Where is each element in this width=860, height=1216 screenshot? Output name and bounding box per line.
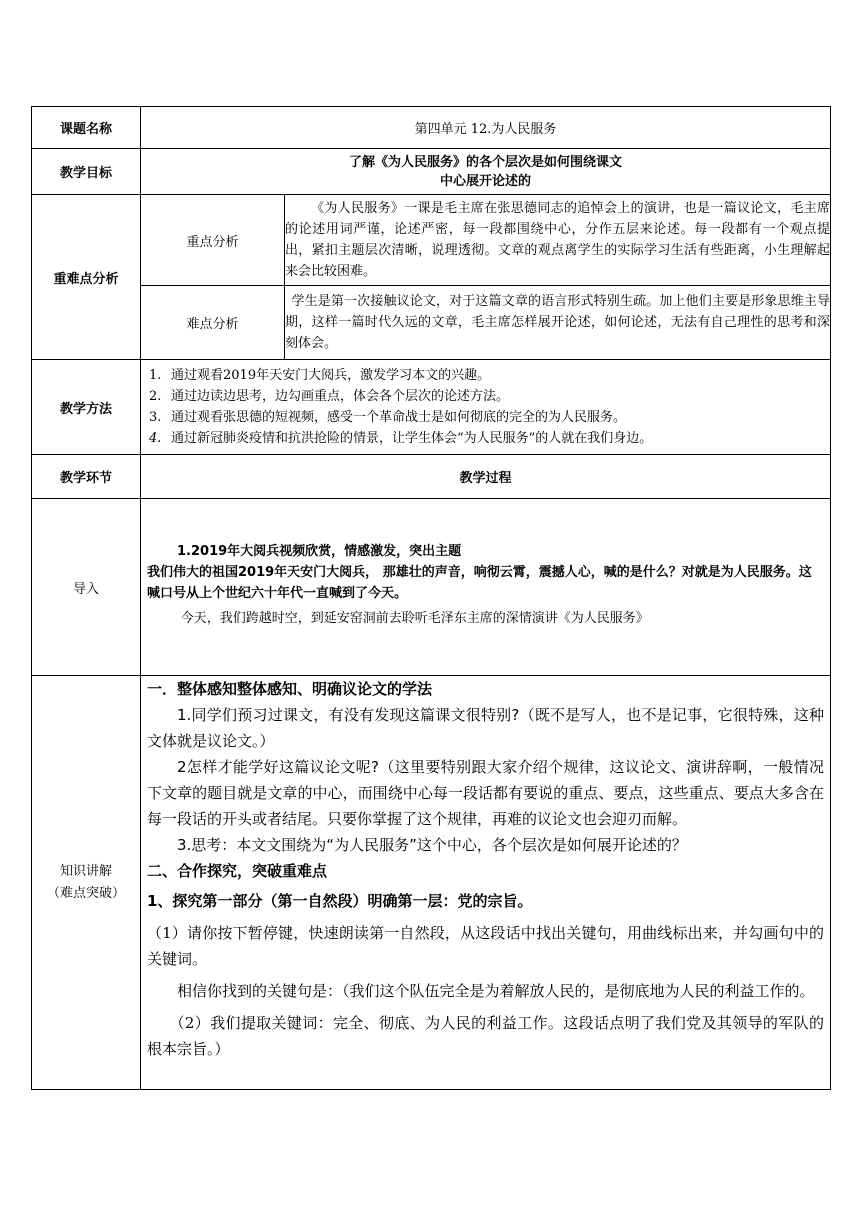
methods-row (32, 360, 831, 455)
knowledge-row (32, 676, 831, 1090)
process-stage-label: 教学环节 (32, 455, 141, 499)
intro-heading: 1.2019年大阅兵视频欣赏，情感激发，突出主题 (177, 544, 462, 559)
knowledge-para-6: （2）我们提取关键词：完全、彻底、为人民的利益工作。这段话点明了我们党及其领导的军队的根本宗旨。） (147, 1014, 824, 1058)
knowledge-content (141, 676, 831, 1090)
knowledge-label (32, 676, 141, 1090)
knowledge-label-line-1: 知识讲解 (59, 863, 112, 879)
topic-label: 课题名称 (32, 107, 141, 149)
process-header-row (32, 455, 831, 499)
intro-label: 导入 (32, 499, 141, 676)
method-item: 2. 通过边读边思考，边勾画重点，体会各个层次的论述方法。 (149, 389, 510, 404)
key-point-text: 《为人民服务》一课是毛主席在张思德同志的追悼会上的演讲，也是一篇议论文，毛主席的论述用词严谨，论述严密，每一段都围绕中心，分作五层来论述。每一段都有一个观点提出，紧扣主题层次清晰，说理透彻。文章的观点离学生的实际学习生活有些距离，小生理解起来会比较困难。 (285, 195, 831, 286)
method-item: 3. 通过观看张思德的短视频，感受一个革命战士是如何彻底的完全的为人民服务。 (149, 410, 627, 425)
knowledge-para-5: 相信你找到的关键句是：（我们这个队伍完全是为着解放人民的，是彻底地为人民的利益工作的。 (177, 982, 815, 1000)
methods-list (141, 360, 831, 455)
intro-bold-text: 我们伟大的祖国2019年天安门大阅兵， 那雄壮的声音，响彻云霄，震撼人心，喊的是什么？对就是为人民服务。这喊口号从上个世纪六十年代一直喊到了今天。 (147, 565, 812, 601)
goal-line-1: 了解《为人民服务》的各个层次是如何围绕课文 (348, 154, 622, 170)
key-point-row (32, 195, 831, 286)
method-item: 4. 通过新冠肺炎疫情和抗洪抢险的情景，让学生体会“为人民服务”的人就在我们身边。 (149, 431, 653, 446)
knowledge-para-3: 3.思考：本文文围绕为“为人民服务”这个中心，各个层次是如何展开论述的？ (177, 836, 687, 854)
hard-point-text: 学生是第一次接触议论文，对于这篇文章的语言形式特别生疏。加上他们主要是形象思维主导期，这样一篇时代久远的文章，毛主席怎样展开论述，如何论述，无法有自己理性的思考和深刻体会。 (285, 286, 831, 360)
knowledge-label-line-2: （难点突破） (46, 885, 125, 901)
knowledge-heading-2: 二、合作探究，突破重难点 (147, 862, 328, 880)
goal-line-2: 中心展开论述的 (439, 173, 531, 189)
knowledge-heading-1: 一．整体感知整体感知、明确议论文的学法 (147, 680, 433, 698)
hard-point-label: 难点分析 (141, 286, 285, 360)
knowledge-para-2: 2怎样才能学好这篇议论文呢?（这里要特别跟大家介绍个规律，这议论文、演讲辞啊，一般情况下文章的题目就是文章的中心，而围绕中心每一段话都有要说的重点、要点，这些重点、要点大多含在每一段话的开头或者结尾。只要你掌握了这个规律，再难的议论文也会迎刃而解。 (147, 758, 824, 828)
intro-content (141, 499, 831, 676)
intro-plain-text: 今天，我们跨越时空，到延安窑洞前去聆听毛泽东主席的深情演讲《为人民服务》 (180, 611, 649, 626)
knowledge-para-4: （1）请你按下暂停键，快速朗读第一自然段，从这段话中找出关键句，用曲线标出来，并勾画句中的关键词。 (147, 924, 824, 968)
hard-point-row (32, 286, 831, 360)
topic-value: 第四单元 12.为人民服务 (141, 107, 831, 149)
knowledge-heading-3: 1、探究第一部分（第一自然段）明确第一层：党的宗旨。 (147, 892, 533, 910)
goal-label: 教学目标 (32, 149, 141, 195)
difficulty-label: 重难点分析 (32, 195, 141, 360)
methods-label: 教学方法 (32, 360, 141, 455)
process-title: 教学过程 (141, 455, 831, 499)
lesson-plan-table (31, 106, 831, 1090)
knowledge-para-1: 1.同学们预习过课文，有没有发现这篇课文很特别?（既不是写人，也不是记事，它很特殊，这种文体就是议论文。） (147, 706, 824, 750)
goal-row (32, 149, 831, 195)
topic-row (32, 107, 831, 149)
intro-row (32, 499, 831, 676)
key-point-label: 重点分析 (141, 195, 285, 286)
method-item: 1. 通过观看2019年天安门大阅兵，激发学习本文的兴趣。 (149, 368, 491, 383)
goal-cell (141, 149, 831, 195)
